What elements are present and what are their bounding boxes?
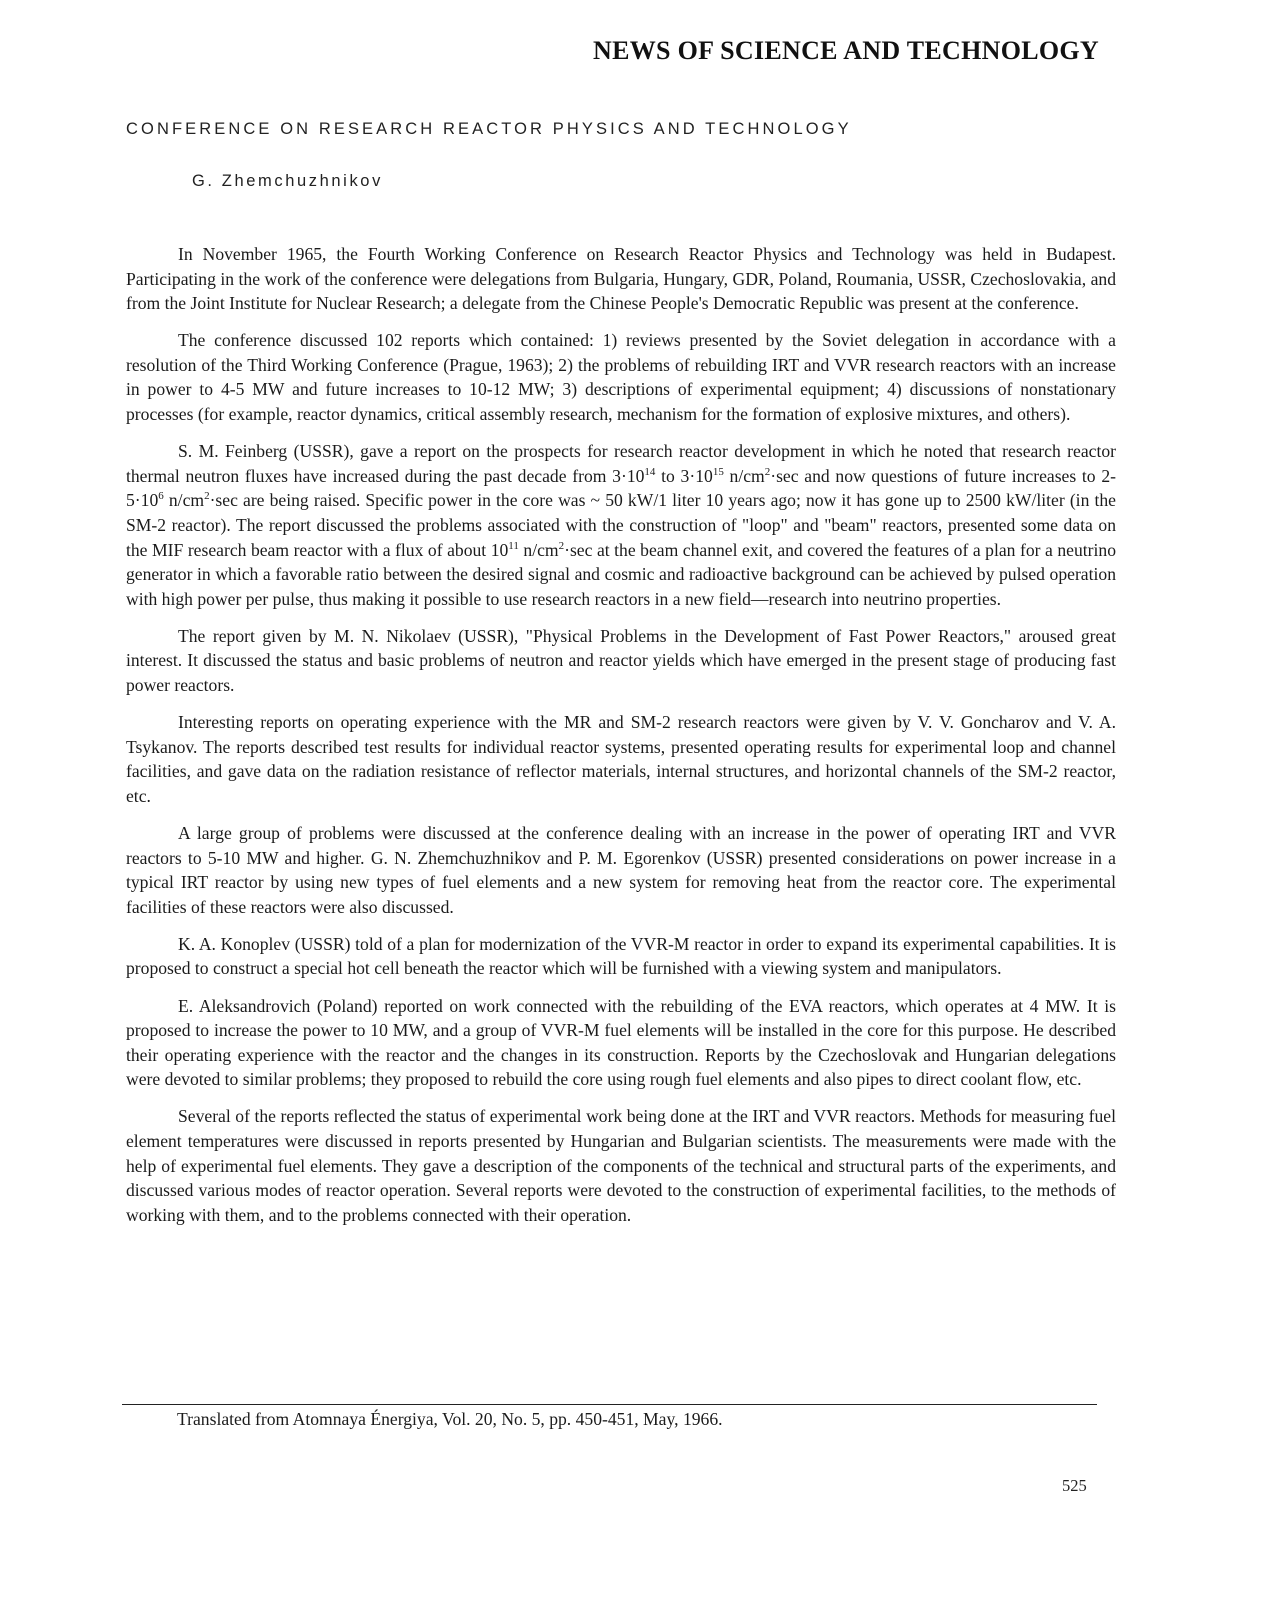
- text-run: S. M. Feinberg (USSR), gave a report on the prospects for research reactor development in which he noted that research reactor thermal neutron fluxes have increased during the past decade from 3·10: [126, 441, 1116, 486]
- superscript: 11: [508, 539, 519, 552]
- superscript: 2: [764, 465, 771, 478]
- text-run: n/cm: [518, 539, 559, 560]
- superscript: 2: [204, 490, 210, 503]
- paragraph-feinberg: [126, 439, 1116, 611]
- paragraph-experimental-work: Several of the reports reflected the status of experimental work being done at the IRT and VVR reactors. Methods for measuring fuel element temperatures were discussed in reports presented by Hungarian and Bulgarian scientists. The measurements were made with the help of experimental fuel elements. They gave a description of the components of the technical and structural parts of the experiments, and discussed various modes of reactor operation. Several reports were devoted to the construction of experimental facilities, to the methods of working with them, and to the problems connected with their operation.: [126, 1106, 1116, 1225]
- text-run: ·sec and now questions of future increases to 2-5·10: [126, 465, 1116, 511]
- page-number: 525: [1062, 1476, 1087, 1495]
- superscript: 2: [558, 539, 565, 552]
- paragraph-reports-overview: The conference discussed 102 reports which contained: 1) reviews presented by the Soviet delegation in accordance with a resolution of the Third Working Conference (Prague, 1963); 2) the problems of rebuilding IRT and VVR research reactors with an increase in power to 4-5 MW and future increases to 10-12 MW; 3) descriptions of experimental equipment; 4) discussions of nonstationary processes (for example, reactor dynamics, critical assembly research, mechanism for the formation of explosive mixtures, and others).: [126, 330, 1116, 425]
- text-run: n/cm: [723, 465, 765, 486]
- article-title: CONFERENCE ON RESEARCH REACTOR PHYSICS AND TECHNOLOGY: [126, 120, 852, 138]
- paragraph-aleksandrovich: E. Aleksandrovich (Poland) reported on work connected with the rebuilding of the EVA reactors, which operates at 4 MW. It is proposed to increase the power to 10 MW, and a group of VVR-M fuel elements will be installed in the core for this purpose. He described their operating experience with the reactor and the changes in its construction. Reports by the Czechoslovak and Hungarian delegations were devoted to similar problems; they proposed to rebuild the core using rough fuel elements and also pipes to direct coolant flow, etc.: [126, 995, 1116, 1090]
- article-body: [126, 242, 1116, 1240]
- paragraph-power-increase: A large group of problems were discussed at the conference dealing with an increase in the power of operating IRT and VVR reactors to 5-10 MW and higher. G. N. Zhemchuzhnikov and P. M. Egorenkov (USSR) presented considerations on power increase in a typical IRT reactor by using new types of fuel elements and a new system for removing heat from the reactor core. The experimental facilities of these reactors were also discussed.: [126, 822, 1116, 917]
- text-run: ·sec are being raised. Specific power in the core was ~ 50 kW/1 liter 10 years ago; now it has gone up to 2500 kW/liter (in the SM-2 reactor). The report discussed the problems associated with the construction of "loop" and "beam" reactors, presented some data on the MIF research beam reactor with a flux of about 10: [126, 490, 1116, 560]
- paragraph-konoplev: K. A. Konoplev (USSR) told of a plan for modernization of the VVR-M reactor in order to expand its experimental capabilities. It is proposed to construct a special hot cell beneath the reactor which will be furnished with a viewing system and manipulators.: [126, 933, 1116, 979]
- superscript: 15: [712, 465, 724, 478]
- translation-footnote: Translated from Atomnaya Énergiya, Vol. 20, No. 5, pp. 450-451, May, 1966.: [177, 1409, 723, 1429]
- paragraph-nikolaev: The report given by M. N. Nikolaev (USSR), "Physical Problems in the Development of Fast Power Reactors," aroused great interest. It discussed the status and basic problems of neutron and reactor yields which have emerged in the present stage of producing fast power reactors.: [126, 625, 1116, 695]
- superscript: 14: [644, 465, 656, 478]
- paragraph-intro: In November 1965, the Fourth Working Conference on Research Reactor Physics and Technology was held in Budapest. Participating in the work of the conference were delegations from Bulgaria, Hungary, GDR, Poland, Roumania, USSR, Czechoslovakia, and from the Joint Institute for Nuclear Research; a delegate from the Chinese People's Democratic Republic was present at the conference.: [126, 244, 1116, 314]
- text-run: to 3·10: [655, 465, 713, 486]
- section-header: NEWS OF SCIENCE AND TECHNOLOGY: [593, 36, 1099, 65]
- author-name: G. Zhemchuzhnikov: [192, 172, 383, 190]
- footnote-divider: [122, 1404, 1097, 1405]
- superscript: 6: [158, 490, 164, 503]
- text-run: ·sec at the beam channel exit, and covered the features of a plan for a neutrino generator in which a favorable ratio between the desired signal and cosmic and radioactive background can be achieved by pulsed operation with high power per pulse, thus making it possible to use research reactors in a new field—research into neutrino properties.: [126, 539, 1116, 609]
- text-run: n/cm: [163, 490, 205, 511]
- paragraph-goncharov: Interesting reports on operating experience with the MR and SM-2 research reactors were given by V. V. Goncharov and V. A. Tsykanov. The reports described test results for individual reactor systems, presented operating results for experimental loop and channel facilities, and gave data on the radiation resistance of reflector materials, internal structures, and horizontal channels of the SM-2 reactor, etc.: [126, 712, 1116, 806]
